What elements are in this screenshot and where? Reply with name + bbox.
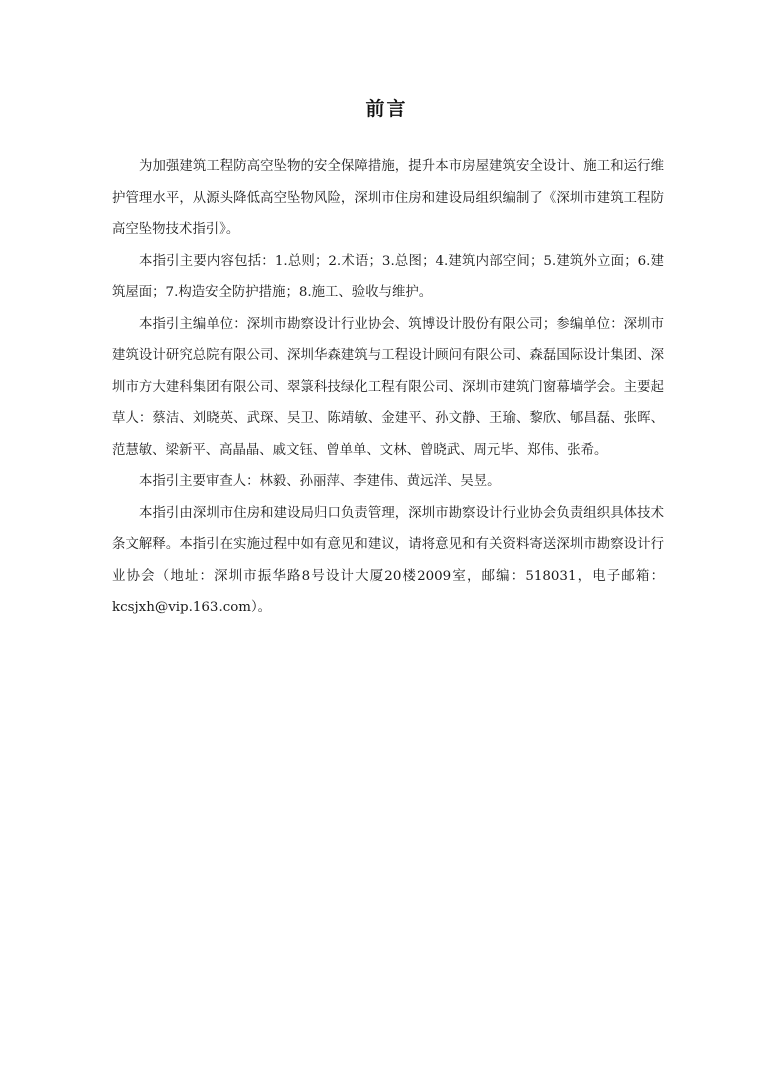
foreword-body	[112, 151, 664, 624]
paragraph-reviewers: 本指引主要审查人：林毅、孙丽萍、李建伟、黄远洋、吴昱。	[139, 474, 501, 489]
page-title: 前言	[365, 98, 408, 120]
paragraph-contact: 本指引由深圳市住房和建设局归口负责管理，深圳市勘察设计行业协会负责组织具体技术条文解释。本指引在实施过程中如有意见和建议，请将意见和有关资料寄送深圳市勘察设计行业协会（地址：深圳市振华路8号设计大厦20楼2009室，邮编：518031，电子邮箱：kcsjxh@vip.163.com）。	[112, 505, 664, 615]
paragraph-purpose: 为加强建筑工程防高空坠物的安全保障措施，提升本市房屋建筑安全设计、施工和运行维护管理水平，从源头降低高空坠物风险，深圳市住房和建设局组织编制了《深圳市建筑工程防高空坠物技术指引》。	[112, 159, 664, 237]
paragraph-contents: 本指引主要内容包括：1.总则；2.术语；3.总图；4.建筑内部空间；5.建筑外立面；6.建筑屋面；7.构造安全防护措施；8.施工、验收与维护。	[112, 253, 664, 300]
paragraph-authors: 本指引主编单位：深圳市勘察设计行业协会、筑博设计股份有限公司；参编单位：深圳市建筑设计研究总院有限公司、深圳华森建筑与工程设计顾问有限公司、森磊国际设计集团、深圳市方大建科集团有限公司、翠箓科技绿化工程有限公司、深圳市建筑门窗幕墙学会。主要起草人：蔡洁、刘晓英、武琛、吴卫、陈靖敏、金建平、孙文静、王瑜、黎欣、郇昌磊、张晖、范慧敏、梁新平、高晶晶、戚文钰、曾单单、文林、曾晓武、周元毕、郑伟、张希。	[112, 316, 664, 458]
